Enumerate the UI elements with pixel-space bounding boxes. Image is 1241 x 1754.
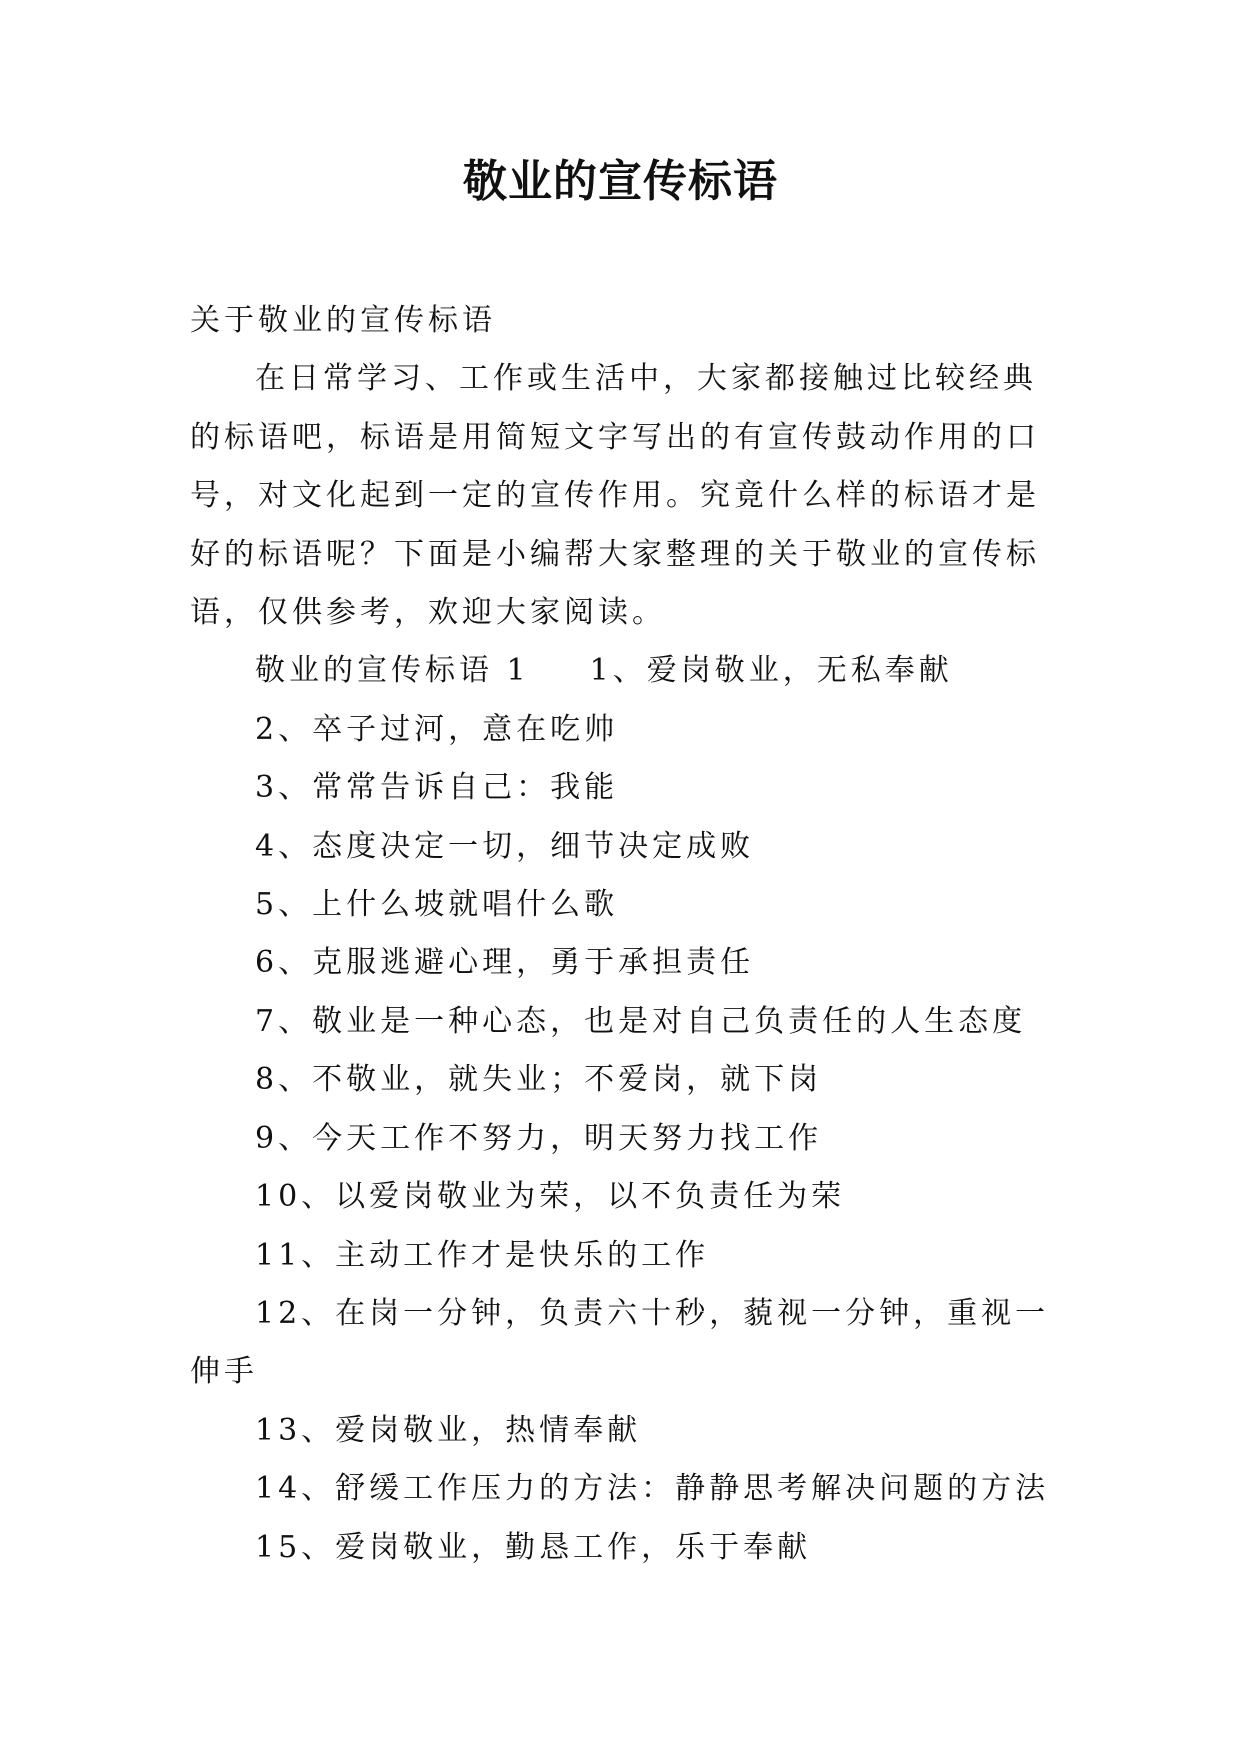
slogan-item: 2、卒子过河，意在吃帅 — [255, 711, 619, 747]
slogan-item: 4、态度决定一切，细节决定成败 — [255, 828, 755, 864]
slogan-item: 12、在岗一分钟，负责六十秒，藐视一分钟，重视一伸手 — [190, 1295, 1050, 1390]
slogan-item: 5、上什么坡就唱什么歌 — [255, 887, 619, 923]
section-heading: 敬业的宣传标语 1 — [255, 653, 530, 689]
slogan-item: 13、爱岗敬业，热情奉献 — [255, 1412, 642, 1448]
slogan-item: 11、主动工作才是快乐的工作 — [255, 1237, 710, 1273]
document-subtitle: 关于敬业的宣传标语 — [190, 303, 496, 338]
slogan-item: 1、爱岗敬业，无私奉献 — [589, 653, 953, 689]
slogan-item: 9、今天工作不努力，明天努力找工作 — [255, 1120, 823, 1156]
slogan-item: 10、以爱岗敬业为荣，以不负责任为荣 — [255, 1179, 846, 1215]
intro-paragraph: 在日常学习、工作或生活中，大家都接触过比较经典的标语吧，标语是用简短文字写出的有宣传鼓动作用的口号，对文化起到一定的宣传作用。究竟什么样的标语才是好的标语呢？下面是小编帮大家整理的关于敬业的宣传标语，仅供参考，欢迎大家阅读。 — [190, 361, 1040, 631]
document-body — [190, 292, 1070, 1577]
slogan-item: 15、爱岗敬业，勤恳工作，乐于奉献 — [255, 1529, 812, 1565]
section-heading-line — [190, 642, 1070, 700]
slogan-item: 8、不敬业，就失业；不爱岗，就下岗 — [255, 1062, 823, 1098]
slogan-item: 7、敬业是一种心态，也是对自己负责任的人生态度 — [255, 1003, 1027, 1039]
slogan-item: 6、克服逃避心理，勇于承担责任 — [255, 945, 755, 981]
slogan-item: 14、舒缓工作压力的方法：静静思考解决问题的方法 — [255, 1471, 1050, 1507]
slogan-item: 3、常常告诉自己：我能 — [255, 770, 619, 806]
document-title: 敬业的宣传标语 — [463, 156, 778, 207]
